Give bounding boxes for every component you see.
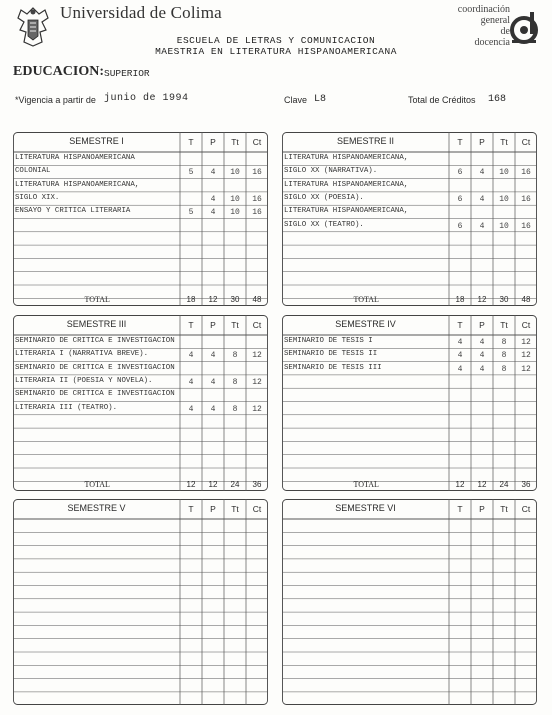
column-header: T xyxy=(457,504,463,514)
course-value-tt: 10 xyxy=(499,221,509,231)
course-name: LITERATURA HISPANOAMERICANA, xyxy=(284,180,409,189)
course-value-p: 4 xyxy=(479,221,485,231)
total-credits-value: 168 xyxy=(488,94,507,105)
total-value-tt: 24 xyxy=(499,480,509,489)
column-header: Ct xyxy=(521,137,531,147)
course-value-ct: 16 xyxy=(252,168,262,178)
program-name: MAESTRIA EN LITERATURA HISPANOAMERICANA xyxy=(155,46,397,57)
course-value-p: 4 xyxy=(479,364,485,374)
education-level: SUPERIOR xyxy=(104,68,150,79)
column-header: Tt xyxy=(231,137,239,147)
course-value-ct: 16 xyxy=(252,194,262,204)
course-name: LITERATURA HISPANOAMERICANA, xyxy=(15,180,140,189)
column-header: P xyxy=(210,137,216,147)
course-value-tt: 8 xyxy=(232,404,238,414)
course-value-tt: 10 xyxy=(499,168,509,178)
course-name: SEMINARIO DE TESIS III xyxy=(284,363,382,372)
course-name: SEMINARIO DE TESIS II xyxy=(284,350,378,359)
column-header: Ct xyxy=(521,320,531,330)
course-name: SEMINARIO DE CRITICA E INVESTIGACION xyxy=(15,390,175,399)
total-value-t: 12 xyxy=(186,480,196,489)
validity-label: *Vigencia a partir de xyxy=(15,95,96,105)
course-value-t: 6 xyxy=(457,221,463,231)
semester-table xyxy=(282,315,537,491)
column-header: P xyxy=(210,504,216,514)
course-value-t: 4 xyxy=(457,338,463,347)
course-value-ct: 12 xyxy=(521,364,531,374)
column-header: Tt xyxy=(500,320,508,330)
semester-table xyxy=(13,132,268,306)
total-value-ct: 48 xyxy=(521,295,531,304)
course-value-tt: 10 xyxy=(230,208,240,218)
column-header: Ct xyxy=(252,137,262,147)
semester-title: SEMESTRE I xyxy=(69,136,124,146)
column-header: T xyxy=(188,137,194,147)
total-value-p: 12 xyxy=(208,295,218,304)
total-value-tt: 24 xyxy=(230,480,240,489)
course-name: SIGLO XX (POESIA). xyxy=(284,193,364,202)
column-header: T xyxy=(188,320,194,330)
course-value-tt: 8 xyxy=(501,338,507,347)
total-label: TOTAL xyxy=(353,480,379,489)
course-value-p: 4 xyxy=(210,377,216,387)
course-value-t: 4 xyxy=(188,351,194,361)
course-value-p: 4 xyxy=(479,338,485,347)
semester-table xyxy=(282,132,537,306)
total-value-p: 12 xyxy=(477,295,487,304)
validity-value: junio de 1994 xyxy=(104,93,189,104)
course-value-p: 4 xyxy=(479,168,485,178)
column-header: Ct xyxy=(521,504,531,514)
coordination-label: coordinación general de docencia xyxy=(457,4,510,48)
course-value-ct: 16 xyxy=(521,194,531,204)
total-value-p: 12 xyxy=(477,480,487,489)
total-value-tt: 30 xyxy=(499,295,509,304)
course-value-p: 4 xyxy=(210,168,216,178)
course-value-ct: 12 xyxy=(521,351,531,361)
semester-title: SEMESTRE IV xyxy=(335,319,396,329)
course-name: LITERARIA III (TEATRO). xyxy=(15,403,118,412)
total-value-ct: 48 xyxy=(252,295,262,304)
course-name: COLONIAL xyxy=(15,167,51,176)
course-name: SIGLO XX (TEATRO). xyxy=(284,220,364,229)
column-header: T xyxy=(457,320,463,330)
course-value-p: 4 xyxy=(210,404,216,414)
course-name: LITERATURA HISPANOAMERICANA, xyxy=(284,207,409,216)
course-value-ct: 12 xyxy=(252,351,262,361)
course-value-t: 4 xyxy=(188,377,194,387)
semester-table xyxy=(13,315,268,491)
course-value-p: 4 xyxy=(479,194,485,204)
column-header: P xyxy=(479,137,485,147)
column-header: Ct xyxy=(252,504,262,514)
course-value-t: 4 xyxy=(457,351,463,361)
course-value-ct: 16 xyxy=(252,208,262,218)
table-border xyxy=(14,500,268,705)
course-name: SEMINARIO DE TESIS I xyxy=(284,337,373,345)
code-value: L8 xyxy=(314,94,327,105)
column-header: Ct xyxy=(252,320,262,330)
course-value-t: 6 xyxy=(457,194,463,204)
total-value-ct: 36 xyxy=(252,480,262,489)
course-value-ct: 12 xyxy=(252,377,262,387)
semester-title: SEMESTRE VI xyxy=(335,503,396,513)
column-header: P xyxy=(479,320,485,330)
course-name: ENSAYO Y CRITICA LITERARIA xyxy=(15,207,131,216)
course-value-tt: 8 xyxy=(232,377,238,387)
column-header: Tt xyxy=(500,504,508,514)
course-value-t: 6 xyxy=(457,168,463,178)
course-value-tt: 8 xyxy=(501,364,507,374)
course-value-t: 5 xyxy=(188,208,194,218)
course-value-p: 4 xyxy=(210,208,216,218)
course-value-t: 5 xyxy=(188,168,194,178)
semester-table xyxy=(13,499,268,705)
course-value-tt: 10 xyxy=(499,194,509,204)
course-name: SIGLO XX (NARRATIVA). xyxy=(284,167,378,176)
course-value-tt: 8 xyxy=(501,351,507,361)
university-name: Universidad de Colima xyxy=(60,3,222,22)
course-value-p: 4 xyxy=(210,351,216,361)
total-label: TOTAL xyxy=(353,295,379,304)
column-header: T xyxy=(457,137,463,147)
total-value-ct: 36 xyxy=(521,480,531,489)
total-credits-label: Total de Créditos xyxy=(408,95,476,105)
course-value-tt: 10 xyxy=(230,194,240,204)
semester-title: SEMESTRE V xyxy=(67,503,126,513)
code-label: Clave xyxy=(284,95,308,105)
course-value-p: 4 xyxy=(479,351,485,361)
course-name: LITERARIA I (NARRATIVA BREVE). xyxy=(15,350,149,359)
course-value-ct: 16 xyxy=(521,221,531,231)
total-label: TOTAL xyxy=(84,480,110,489)
total-value-t: 18 xyxy=(186,295,196,304)
total-label: TOTAL xyxy=(84,295,110,304)
table-border xyxy=(283,500,537,705)
semester-title: SEMESTRE II xyxy=(336,136,394,146)
school-name: ESCUELA DE LETRAS Y COMUNICACION xyxy=(176,35,376,46)
column-header: Tt xyxy=(231,504,239,514)
course-name: SEMINARIO DE CRITICA E INVESTIGACION xyxy=(15,337,175,345)
total-value-tt: 30 xyxy=(230,295,240,304)
column-header: P xyxy=(479,504,485,514)
semester-grid-lines xyxy=(282,499,537,705)
total-value-t: 18 xyxy=(455,295,465,304)
total-value-t: 12 xyxy=(455,480,465,489)
semester-title: SEMESTRE III xyxy=(66,319,127,329)
course-value-ct: 12 xyxy=(252,404,262,414)
course-value-ct: 16 xyxy=(521,168,531,178)
column-header: Tt xyxy=(231,320,239,330)
semester-grid-lines xyxy=(13,499,268,705)
column-header: P xyxy=(210,320,216,330)
course-value-tt: 10 xyxy=(230,168,240,178)
course-name: LITERARIA II (POESIA Y NOVELA). xyxy=(15,376,153,385)
course-value-p: 4 xyxy=(210,194,216,204)
course-name: SIGLO XIX. xyxy=(15,193,60,202)
course-name: SEMINARIO DE CRITICA E INVESTIGACION xyxy=(15,363,175,372)
education-label: EDUCACION: xyxy=(13,64,104,79)
column-header: Tt xyxy=(500,137,508,147)
semester-table xyxy=(282,499,537,705)
course-value-t: 4 xyxy=(188,404,194,414)
course-name: LITERATURA HISPANOAMERICANA, xyxy=(284,154,409,162)
course-value-tt: 8 xyxy=(232,351,238,361)
course-value-ct: 12 xyxy=(521,338,531,347)
course-name: LITERATURA HISPANOAMERICANA xyxy=(15,154,135,162)
total-value-p: 12 xyxy=(208,480,218,489)
course-value-t: 4 xyxy=(457,364,463,374)
column-header: T xyxy=(188,504,194,514)
